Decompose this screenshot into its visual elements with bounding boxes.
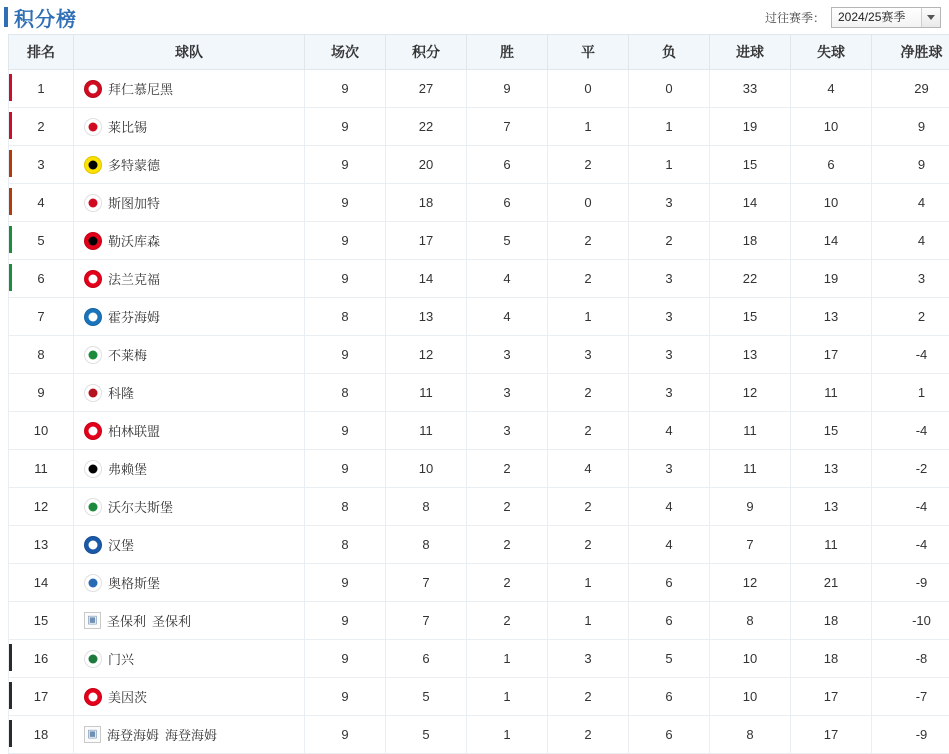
cell-goal-diff: 29 (872, 70, 949, 108)
page-title: 积分榜 (14, 3, 77, 32)
cell-goal-diff: -8 (872, 640, 949, 678)
team-name: 柏林联盟 (108, 421, 160, 440)
cell-draw: 1 (548, 108, 629, 146)
cell-played: 9 (305, 716, 386, 754)
cell-draw: 1 (548, 564, 629, 602)
team-name: 科隆 (108, 383, 134, 402)
cell-points: 10 (386, 450, 467, 488)
cell-draw: 2 (548, 526, 629, 564)
team-crest-icon (84, 232, 102, 250)
column-header-goals-against[interactable]: 失球 (791, 35, 872, 70)
cell-goals-against: 6 (791, 146, 872, 184)
cell-played: 9 (305, 70, 386, 108)
cell-goals-for: 14 (710, 184, 791, 222)
cell-played: 9 (305, 678, 386, 716)
cell-rank (9, 640, 74, 678)
cell-rank (9, 184, 74, 222)
cell-draw: 3 (548, 336, 629, 374)
rank-qualification-marker (9, 226, 12, 253)
cell-loss: 0 (629, 70, 710, 108)
cell-goal-diff: -4 (872, 336, 949, 374)
cell-win: 2 (467, 564, 548, 602)
table-row[interactable] (9, 184, 949, 222)
rank-qualification-marker (9, 188, 12, 215)
cell-rank (9, 146, 74, 184)
cell-goals-for: 8 (710, 716, 791, 754)
cell-goal-diff: 3 (872, 260, 949, 298)
cell-team[interactable] (74, 374, 305, 412)
table-row[interactable] (9, 716, 949, 754)
team-name: 多特蒙德 (108, 155, 160, 174)
cell-rank (9, 374, 74, 412)
broken-image-icon: ▣ (84, 726, 101, 743)
cell-goal-diff: 4 (872, 184, 949, 222)
cell-team[interactable] (74, 564, 305, 602)
team-crest-icon (84, 498, 102, 516)
cell-loss: 6 (629, 678, 710, 716)
standings-table (8, 34, 949, 754)
cell-draw: 0 (548, 70, 629, 108)
cell-loss: 6 (629, 564, 710, 602)
cell-played: 9 (305, 336, 386, 374)
cell-draw: 3 (548, 640, 629, 678)
column-header-rank[interactable]: 排名 (9, 35, 74, 70)
cell-win: 6 (467, 184, 548, 222)
cell-loss: 3 (629, 450, 710, 488)
cell-win: 1 (467, 716, 548, 754)
cell-played: 9 (305, 602, 386, 640)
table-row[interactable] (9, 298, 949, 336)
cell-rank (9, 412, 74, 450)
cell-team[interactable] (74, 298, 305, 336)
column-header-win[interactable]: 胜 (467, 35, 548, 70)
team-crest-icon (84, 194, 102, 212)
cell-points: 14 (386, 260, 467, 298)
cell-goals-for: 12 (710, 564, 791, 602)
cell-team[interactable] (74, 412, 305, 450)
column-header-played[interactable]: 场次 (305, 35, 386, 70)
team-name: 沃尔夫斯堡 (108, 497, 173, 516)
cell-goals-against: 18 (791, 640, 872, 678)
cell-win: 6 (467, 146, 548, 184)
cell-points: 22 (386, 108, 467, 146)
cell-goals-against: 21 (791, 564, 872, 602)
cell-win: 2 (467, 450, 548, 488)
team-crest-icon (84, 650, 102, 668)
cell-team[interactable] (74, 488, 305, 526)
cell-played: 8 (305, 298, 386, 336)
rank-qualification-marker (9, 682, 12, 709)
rank-value: 10 (34, 423, 48, 438)
cell-win: 3 (467, 412, 548, 450)
cell-points: 6 (386, 640, 467, 678)
team-name: 海登海姆 (165, 725, 217, 744)
cell-goals-against: 14 (791, 222, 872, 260)
team-crest-icon (84, 536, 102, 554)
team-crest-icon (84, 422, 102, 440)
column-header-points[interactable]: 积分 (386, 35, 467, 70)
cell-rank (9, 602, 74, 640)
column-header-goals-for[interactable]: 进球 (710, 35, 791, 70)
cell-goals-for: 19 (710, 108, 791, 146)
cell-win: 5 (467, 222, 548, 260)
cell-team[interactable] (74, 222, 305, 260)
cell-goal-diff: -4 (872, 526, 949, 564)
cell-played: 9 (305, 222, 386, 260)
cell-goals-against: 4 (791, 70, 872, 108)
cell-played: 9 (305, 412, 386, 450)
team-crest-icon (84, 118, 102, 136)
cell-played: 9 (305, 184, 386, 222)
cell-team[interactable] (74, 640, 305, 678)
cell-goal-diff: -7 (872, 678, 949, 716)
rank-value: 7 (37, 309, 44, 324)
rank-qualification-marker (9, 150, 12, 177)
team-crest-icon (84, 270, 102, 288)
cell-goals-for: 18 (710, 222, 791, 260)
cell-played: 8 (305, 488, 386, 526)
cell-loss: 2 (629, 222, 710, 260)
team-name: 奥格斯堡 (108, 573, 160, 592)
cell-points: 13 (386, 298, 467, 336)
cell-goal-diff: 9 (872, 108, 949, 146)
cell-played: 9 (305, 640, 386, 678)
cell-win: 4 (467, 260, 548, 298)
season-selected-value: 2024/25赛季 (838, 8, 905, 27)
cell-goals-against: 10 (791, 184, 872, 222)
season-label: 过往赛季： (765, 9, 825, 26)
cell-goals-for: 9 (710, 488, 791, 526)
team-crest-alt-text: 圣保利 (107, 611, 146, 630)
cell-points: 5 (386, 678, 467, 716)
cell-loss: 3 (629, 184, 710, 222)
column-header-loss[interactable]: 负 (629, 35, 710, 70)
cell-rank (9, 716, 74, 754)
cell-points: 7 (386, 564, 467, 602)
cell-team[interactable] (74, 602, 305, 640)
cell-played: 8 (305, 374, 386, 412)
cell-win: 4 (467, 298, 548, 336)
cell-rank (9, 298, 74, 336)
cell-goals-for: 8 (710, 602, 791, 640)
table-row[interactable] (9, 602, 949, 640)
cell-draw: 2 (548, 678, 629, 716)
rank-qualification-marker (9, 74, 12, 101)
table-row[interactable] (9, 678, 949, 716)
cell-win: 1 (467, 678, 548, 716)
cell-team[interactable] (74, 146, 305, 184)
season-picker[interactable] (765, 7, 941, 28)
cell-goal-diff: -2 (872, 450, 949, 488)
table-row[interactable] (9, 526, 949, 564)
table-row[interactable] (9, 564, 949, 602)
cell-points: 17 (386, 222, 467, 260)
table-row[interactable] (9, 374, 949, 412)
cell-points: 20 (386, 146, 467, 184)
cell-goals-against: 13 (791, 298, 872, 336)
table-row[interactable] (9, 640, 949, 678)
cell-draw: 0 (548, 184, 629, 222)
rank-value: 9 (37, 385, 44, 400)
rank-value: 16 (34, 651, 48, 666)
cell-draw: 2 (548, 412, 629, 450)
cell-points: 27 (386, 70, 467, 108)
cell-win: 2 (467, 488, 548, 526)
cell-points: 18 (386, 184, 467, 222)
cell-points: 5 (386, 716, 467, 754)
cell-goals-for: 22 (710, 260, 791, 298)
column-header-goal-diff[interactable]: 净胜球 (872, 35, 949, 70)
team-crest-alt-text: 海登海姆 (107, 725, 159, 744)
cell-goals-for: 15 (710, 298, 791, 336)
cell-goal-diff: 4 (872, 222, 949, 260)
cell-goals-for: 33 (710, 70, 791, 108)
cell-played: 9 (305, 564, 386, 602)
cell-loss: 3 (629, 374, 710, 412)
cell-loss: 1 (629, 108, 710, 146)
table-row[interactable] (9, 412, 949, 450)
season-select[interactable] (831, 7, 941, 28)
rank-value: 5 (37, 233, 44, 248)
cell-win: 2 (467, 602, 548, 640)
column-header-team[interactable]: 球队 (74, 35, 305, 70)
cell-win: 9 (467, 70, 548, 108)
cell-team[interactable] (74, 526, 305, 564)
cell-win: 3 (467, 336, 548, 374)
cell-goals-against: 11 (791, 374, 872, 412)
cell-goals-against: 18 (791, 602, 872, 640)
table-row[interactable] (9, 450, 949, 488)
team-name: 美因茨 (108, 687, 147, 706)
rank-qualification-marker (9, 112, 12, 139)
cell-goal-diff: 1 (872, 374, 949, 412)
team-name: 斯图加特 (108, 193, 160, 212)
cell-points: 7 (386, 602, 467, 640)
cell-played: 9 (305, 146, 386, 184)
table-row[interactable] (9, 222, 949, 260)
cell-goals-for: 12 (710, 374, 791, 412)
cell-rank (9, 450, 74, 488)
cell-goals-against: 15 (791, 412, 872, 450)
cell-points: 8 (386, 526, 467, 564)
team-name: 圣保利 (152, 611, 191, 630)
rank-value: 8 (37, 347, 44, 362)
cell-team[interactable] (74, 260, 305, 298)
table-row[interactable] (9, 488, 949, 526)
team-name: 门兴 (108, 649, 134, 668)
team-crest-icon (84, 688, 102, 706)
rank-value: 15 (34, 613, 48, 628)
chevron-down-icon[interactable] (921, 8, 940, 27)
cell-win: 1 (467, 640, 548, 678)
cell-rank (9, 488, 74, 526)
cell-loss: 6 (629, 716, 710, 754)
cell-goals-against: 10 (791, 108, 872, 146)
rank-value: 3 (37, 157, 44, 172)
cell-played: 9 (305, 108, 386, 146)
cell-points: 11 (386, 412, 467, 450)
cell-goals-against: 13 (791, 450, 872, 488)
cell-rank (9, 260, 74, 298)
cell-rank (9, 70, 74, 108)
cell-goals-for: 11 (710, 412, 791, 450)
table-header-row (9, 35, 949, 70)
team-crest-icon (84, 346, 102, 364)
cell-goals-against: 13 (791, 488, 872, 526)
cell-goals-for: 13 (710, 336, 791, 374)
team-name: 拜仁慕尼黑 (108, 79, 173, 98)
cell-goal-diff: 2 (872, 298, 949, 336)
broken-image-icon: ▣ (84, 612, 101, 629)
cell-draw: 1 (548, 298, 629, 336)
cell-team[interactable] (74, 678, 305, 716)
team-crest-icon (84, 156, 102, 174)
cell-goals-against: 17 (791, 336, 872, 374)
cell-points: 12 (386, 336, 467, 374)
page-title-wrap (0, 3, 77, 32)
cell-goal-diff: -9 (872, 564, 949, 602)
rank-value: 12 (34, 499, 48, 514)
rank-qualification-marker (9, 264, 12, 291)
cell-loss: 3 (629, 260, 710, 298)
cell-loss: 6 (629, 602, 710, 640)
team-crest-icon (84, 308, 102, 326)
cell-goals-for: 10 (710, 640, 791, 678)
team-name: 莱比锡 (108, 117, 147, 136)
cell-draw: 2 (548, 488, 629, 526)
cell-win: 7 (467, 108, 548, 146)
cell-team[interactable] (74, 184, 305, 222)
cell-goals-for: 7 (710, 526, 791, 564)
cell-loss: 1 (629, 146, 710, 184)
cell-played: 9 (305, 450, 386, 488)
cell-draw: 2 (548, 222, 629, 260)
team-name: 不莱梅 (108, 345, 147, 364)
table-row[interactable] (9, 260, 949, 298)
team-name: 法兰克福 (108, 269, 160, 288)
cell-rank (9, 564, 74, 602)
page-header (0, 0, 949, 34)
cell-team[interactable] (74, 716, 305, 754)
cell-goal-diff: -10 (872, 602, 949, 640)
cell-goal-diff: 9 (872, 146, 949, 184)
cell-goal-diff: -4 (872, 488, 949, 526)
cell-goals-for: 11 (710, 450, 791, 488)
cell-team[interactable] (74, 70, 305, 108)
cell-draw: 2 (548, 716, 629, 754)
cell-played: 8 (305, 526, 386, 564)
cell-goals-against: 11 (791, 526, 872, 564)
cell-rank (9, 336, 74, 374)
team-name: 霍芬海姆 (108, 307, 160, 326)
team-name: 弗赖堡 (108, 459, 147, 478)
cell-goals-against: 19 (791, 260, 872, 298)
cell-team[interactable] (74, 336, 305, 374)
team-crest-icon (84, 384, 102, 402)
cell-goals-against: 17 (791, 678, 872, 716)
team-crest-icon (84, 460, 102, 478)
cell-loss: 4 (629, 526, 710, 564)
cell-draw: 4 (548, 450, 629, 488)
team-crest-icon (84, 574, 102, 592)
cell-draw: 1 (548, 602, 629, 640)
team-crest-icon (84, 80, 102, 98)
table-row[interactable] (9, 108, 949, 146)
cell-loss: 3 (629, 336, 710, 374)
cell-rank (9, 222, 74, 260)
cell-team[interactable] (74, 108, 305, 146)
cell-goal-diff: -9 (872, 716, 949, 754)
cell-win: 2 (467, 526, 548, 564)
cell-win: 3 (467, 374, 548, 412)
title-accent-bar (4, 7, 8, 27)
cell-rank (9, 108, 74, 146)
cell-team[interactable] (74, 450, 305, 488)
table-row[interactable] (9, 146, 949, 184)
table-row[interactable] (9, 70, 949, 108)
cell-goals-against: 17 (791, 716, 872, 754)
cell-played: 9 (305, 260, 386, 298)
rank-value: 4 (37, 195, 44, 210)
cell-rank (9, 526, 74, 564)
team-name: 勒沃库森 (108, 231, 160, 250)
cell-draw: 2 (548, 374, 629, 412)
cell-goal-diff: -4 (872, 412, 949, 450)
rank-value: 13 (34, 537, 48, 552)
rank-value: 11 (34, 461, 48, 476)
rank-qualification-marker (9, 720, 12, 747)
rank-value: 17 (34, 689, 48, 704)
cell-goals-for: 10 (710, 678, 791, 716)
cell-goals-for: 15 (710, 146, 791, 184)
cell-draw: 2 (548, 146, 629, 184)
team-name: 汉堡 (108, 535, 134, 554)
rank-value: 6 (37, 271, 44, 286)
column-header-draw[interactable]: 平 (548, 35, 629, 70)
cell-points: 11 (386, 374, 467, 412)
rank-value: 14 (34, 575, 48, 590)
rank-value: 18 (34, 727, 48, 742)
cell-loss: 4 (629, 412, 710, 450)
rank-value: 2 (37, 119, 44, 134)
standings-table-body (9, 70, 949, 754)
rank-qualification-marker (9, 644, 12, 671)
cell-loss: 3 (629, 298, 710, 336)
cell-loss: 5 (629, 640, 710, 678)
cell-points: 8 (386, 488, 467, 526)
rank-value: 1 (37, 81, 44, 96)
cell-rank (9, 678, 74, 716)
cell-loss: 4 (629, 488, 710, 526)
cell-draw: 2 (548, 260, 629, 298)
table-row[interactable] (9, 336, 949, 374)
